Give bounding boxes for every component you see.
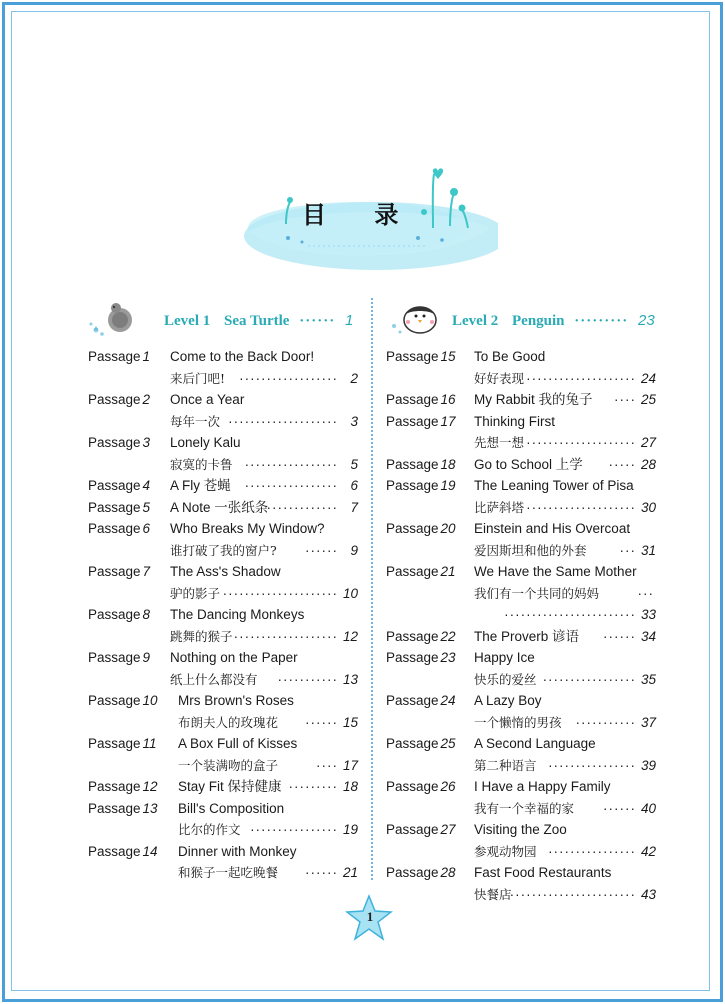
passage-number <box>386 518 456 540</box>
passage-label: Passage <box>88 435 141 450</box>
page-ref: 6 <box>350 478 358 493</box>
entry-line <box>386 497 656 519</box>
passage-label: Passage <box>386 392 439 407</box>
penguin-icon <box>386 296 448 340</box>
passage-num: 16 <box>440 392 456 407</box>
passage-num: 27 <box>440 822 456 837</box>
entry-line <box>386 690 656 712</box>
entry-line <box>386 432 656 454</box>
entry-line <box>386 776 656 798</box>
passage-title-cn: 比尔的作文 <box>178 822 241 837</box>
entry-line <box>386 733 656 755</box>
passage-num: 10 <box>142 693 158 708</box>
passage-number <box>88 798 158 820</box>
entry-line <box>386 841 656 863</box>
passage-label: Passage <box>386 650 439 665</box>
passage-title-cn: 驴的影子 <box>170 585 221 601</box>
entry-line <box>386 346 656 368</box>
passage-number <box>88 841 158 863</box>
leader-dots: ··· <box>637 585 654 601</box>
entry-line <box>88 669 358 691</box>
passage-number <box>88 475 150 497</box>
passage-title-en: Who Breaks My Window? <box>170 521 325 536</box>
toc-entry[interactable] <box>386 561 656 626</box>
passage-num: 5 <box>142 499 151 515</box>
passage-title-cn: 先想一想 <box>474 435 525 450</box>
passage-label: Passage <box>88 800 141 816</box>
entry-line <box>386 819 656 841</box>
leader-dots: ··················· <box>233 628 338 644</box>
level-2-title[interactable] <box>452 312 655 330</box>
passage-title-en: Thinking First <box>474 413 556 429</box>
toc-entry[interactable] <box>88 604 358 647</box>
passage-label: Passage <box>386 521 439 536</box>
passage-title-en: Fast Food Restaurants <box>474 865 612 880</box>
passage-num: 19 <box>440 478 456 493</box>
toc-entry[interactable] <box>88 497 358 519</box>
page-ref: 24 <box>640 370 656 386</box>
toc-entry[interactable] <box>386 346 656 389</box>
passage-label: Passage <box>88 736 141 751</box>
passage-num: 3 <box>142 435 151 450</box>
toc-entry[interactable] <box>88 841 358 884</box>
level-name: Penguin <box>512 313 565 329</box>
passage-title-en: The Dancing Monkeys <box>170 607 305 622</box>
passage-number <box>386 561 456 583</box>
page-ref: 31 <box>640 542 656 558</box>
passage-title-en: A Box Full of Kisses <box>178 736 298 751</box>
toc-entry[interactable] <box>88 432 358 475</box>
page-title: 目 录 <box>302 201 419 229</box>
passage-num: 11 <box>142 736 157 751</box>
passage-num: 9 <box>142 650 151 665</box>
passage-num: 13 <box>142 800 158 816</box>
passage-number <box>88 346 150 368</box>
entry-line <box>88 862 358 884</box>
passage-title-en: My Rabbit 我的兔子 <box>474 392 593 407</box>
page-ref: 33 <box>640 607 656 622</box>
leader-dots: ······ <box>603 800 636 816</box>
entry-line <box>386 647 656 669</box>
level-2-column <box>386 296 656 905</box>
passage-title-en: Lonely Kalu <box>170 435 241 450</box>
leader-dots: ········· <box>574 313 629 329</box>
passage-title-en: Go to School 上学 <box>474 456 583 472</box>
passage-title-en: Happy Ice <box>474 650 535 665</box>
level-number: Level 1 <box>164 313 211 329</box>
entry-line <box>88 755 358 777</box>
passage-label: Passage <box>386 456 439 472</box>
passage-title-en: Dinner with Monkey <box>178 843 297 859</box>
toc-entry[interactable] <box>386 411 656 454</box>
leader-dots: ···················· <box>228 413 338 429</box>
passage-label: Passage <box>386 413 439 429</box>
passage-num: 14 <box>142 843 158 859</box>
entry-line <box>88 604 358 626</box>
passage-num: 24 <box>440 693 456 708</box>
page-ref: 13 <box>342 671 358 687</box>
passage-num: 12 <box>142 779 158 794</box>
passage-num: 1 <box>142 349 151 364</box>
leader-dots: ····················· <box>222 585 338 601</box>
passage-label: Passage <box>88 693 141 708</box>
toc-entry[interactable] <box>88 475 358 497</box>
passage-label: Passage <box>88 779 141 794</box>
entry-line <box>88 389 358 411</box>
passage-label: Passage <box>386 564 439 579</box>
leader-dots: ···················· <box>526 435 636 450</box>
passage-label: Passage <box>386 736 439 751</box>
entry-line <box>88 518 358 540</box>
passage-num: 15 <box>440 349 456 364</box>
passage-label: Passage <box>88 843 141 859</box>
passage-number <box>386 733 456 755</box>
page-ref: 10 <box>342 585 358 601</box>
passage-number <box>386 346 456 368</box>
entry-line <box>386 583 656 605</box>
passage-number <box>88 561 150 583</box>
level-header <box>88 296 358 346</box>
toc-entry[interactable] <box>88 733 358 776</box>
leader-dots: ········· <box>288 779 338 794</box>
passage-number <box>386 626 456 648</box>
passage-num: 21 <box>440 564 456 579</box>
entry-line <box>386 669 656 691</box>
entry-line <box>386 475 656 497</box>
passage-num: 20 <box>440 521 456 536</box>
page-ref: 30 <box>640 499 656 515</box>
toc-entry[interactable] <box>88 690 358 733</box>
leader-dots: ··· <box>619 542 636 558</box>
entry-line <box>386 755 656 777</box>
page-ref: 9 <box>350 542 358 558</box>
passage-title-cn: 一个装满吻的盒子 <box>178 757 279 773</box>
page-ref: 19 <box>342 822 358 837</box>
entry-line <box>88 776 358 798</box>
leader-dots: ························ <box>504 607 636 622</box>
page-ref: 40 <box>640 800 656 816</box>
leader-dots: ················· <box>244 478 338 493</box>
passage-number <box>88 389 150 411</box>
leader-dots: ···················· <box>526 370 636 386</box>
toc-entry[interactable] <box>88 798 358 841</box>
passage-title-cn: 谁打破了我的窗户? <box>170 542 277 558</box>
passage-label: Passage <box>386 822 439 837</box>
passage-num: 26 <box>440 779 456 794</box>
leader-dots: ···· <box>316 757 338 773</box>
passage-title-en: A Lazy Boy <box>474 693 542 708</box>
leader-dots: ···· <box>614 392 636 407</box>
level-1-title[interactable] <box>164 312 353 330</box>
passage-title-en: The Ass's Shadow <box>170 564 281 579</box>
passage-number <box>386 475 456 497</box>
entry-line <box>386 389 656 411</box>
page-ref: 21 <box>342 865 358 880</box>
passage-title-cn: 纸上什么都没有 <box>170 671 258 687</box>
leader-dots: ··········· <box>277 671 338 687</box>
passage-label: Passage <box>88 564 141 579</box>
level-header <box>386 296 656 346</box>
entry-line <box>386 561 656 583</box>
entry-line <box>88 411 358 433</box>
passage-title-cn: 我们有一个共同的妈妈 <box>474 585 600 601</box>
passage-label: Passage <box>386 628 439 644</box>
passage-title-en: Einstein and His Overcoat <box>474 521 631 536</box>
passage-label: Passage <box>88 392 141 407</box>
page-ref: 3 <box>350 413 358 429</box>
page-ref: 7 <box>350 499 358 515</box>
leader-dots: ···················· <box>526 499 636 515</box>
passage-title-en: Nothing on the Paper <box>170 650 298 665</box>
entry-line <box>88 454 358 476</box>
passage-num: 22 <box>440 628 456 644</box>
page-ref: 34 <box>640 628 656 644</box>
entry-line <box>386 798 656 820</box>
entry-line <box>386 454 656 476</box>
toc-entry[interactable] <box>386 454 656 476</box>
level-name: Sea Turtle <box>224 313 290 329</box>
passage-title-cn: 每年一次 <box>170 413 221 429</box>
passage-number <box>88 604 150 626</box>
passage-title-cn: 快乐的爱丝 <box>474 671 537 687</box>
toc-entry[interactable] <box>88 389 358 432</box>
passage-title-en: Once a Year <box>170 392 245 407</box>
passage-title-cn: 和猴子一起吃晚餐 <box>178 865 279 880</box>
entry-line <box>88 626 358 648</box>
level-page: 1 <box>344 312 354 329</box>
passage-title-en: A Note 一张纸条 <box>170 499 269 515</box>
leader-dots: ············· <box>266 499 338 515</box>
entry-line <box>88 561 358 583</box>
entry-line <box>386 540 656 562</box>
level-number: Level 2 <box>452 313 499 329</box>
leader-dots: ················· <box>244 456 338 472</box>
toc-entry[interactable] <box>386 819 656 862</box>
page-ref: 15 <box>342 714 358 730</box>
leader-dots: ······················· <box>509 886 636 902</box>
entry-line <box>386 712 656 734</box>
passage-label: Passage <box>88 607 141 622</box>
passage-number <box>88 432 150 454</box>
passage-number <box>88 776 158 798</box>
passage-title-en: Stay Fit 保持健康 <box>178 779 282 794</box>
toc-entry[interactable] <box>386 626 656 648</box>
entry-line <box>88 497 358 519</box>
toc-entry[interactable] <box>386 690 656 733</box>
entry-line <box>88 647 358 669</box>
passage-num: 4 <box>142 478 151 493</box>
passage-num: 7 <box>142 564 151 579</box>
passage-number <box>386 454 456 476</box>
leader-dots: ················ <box>250 822 338 837</box>
passage-title-en: A Second Language <box>474 736 596 751</box>
passage-label: Passage <box>386 779 439 794</box>
passage-number <box>386 819 456 841</box>
passage-label: Passage <box>386 865 439 880</box>
toc-entry[interactable] <box>386 389 656 411</box>
page-ref: 27 <box>640 435 656 450</box>
leader-dots: ·················· <box>239 370 338 386</box>
passage-title-en: To Be Good <box>474 349 546 364</box>
page-ref: 12 <box>342 628 358 644</box>
leader-dots: ······ <box>603 628 636 644</box>
passage-num: 28 <box>440 865 456 880</box>
passage-label: Passage <box>88 650 141 665</box>
page-ref: 28 <box>640 456 656 472</box>
passage-num: 2 <box>142 392 151 407</box>
entry-line <box>88 841 358 863</box>
entry-line <box>386 862 656 884</box>
passage-label: Passage <box>88 499 141 515</box>
page-ref: 42 <box>640 843 656 859</box>
entry-line <box>88 540 358 562</box>
leader-dots: ······ <box>305 714 338 730</box>
toc-entry[interactable] <box>386 776 656 819</box>
passage-title-en: A Fly 苍蝇 <box>170 478 231 493</box>
passage-label: Passage <box>386 478 439 493</box>
leader-dots: ················ <box>548 843 636 859</box>
passage-title-cn: 布朗夫人的玫瑰花 <box>178 714 279 730</box>
passage-number <box>386 389 456 411</box>
passage-title-cn: 来后门吧! <box>170 370 226 386</box>
passage-label: Passage <box>386 349 439 364</box>
leader-dots: ····· <box>608 456 636 472</box>
toc-entry[interactable] <box>386 518 656 561</box>
passage-title-en: We Have the Same Mother <box>474 564 637 579</box>
passage-number <box>386 776 456 798</box>
passage-title-cn: 快餐店 <box>474 886 512 902</box>
leader-dots: ··········· <box>575 714 636 730</box>
passage-title-cn: 我有一个幸福的家 <box>474 800 575 816</box>
level-1-column <box>88 296 358 884</box>
toc-entry[interactable] <box>88 647 358 690</box>
entry-line <box>88 346 358 368</box>
passage-title-en: I Have a Happy Family <box>474 779 611 794</box>
passage-num: 6 <box>142 521 151 536</box>
page-ref: 37 <box>640 714 656 730</box>
page-ref: 5 <box>350 456 358 472</box>
passage-label: Passage <box>88 478 141 493</box>
entry-line <box>88 432 358 454</box>
toc-entry[interactable] <box>386 647 656 690</box>
toc-entry[interactable] <box>88 518 358 561</box>
passage-num: 25 <box>440 736 456 751</box>
leader-dots: ······ <box>305 865 338 880</box>
passage-num: 23 <box>440 650 456 665</box>
page-ref: 35 <box>640 671 656 687</box>
passage-title-cn: 参观动物园 <box>474 843 537 859</box>
passage-label: Passage <box>88 349 141 364</box>
entry-line <box>88 712 358 734</box>
passage-number <box>386 690 456 712</box>
passage-title-en: Visiting the Zoo <box>474 822 567 837</box>
passage-title-en: Mrs Brown's Roses <box>178 693 294 708</box>
passage-title-en: The Proverb 谚语 <box>474 628 580 644</box>
passage-label: Passage <box>88 521 141 536</box>
passage-title-cn: 好好表现 <box>474 370 525 386</box>
toc-entry[interactable] <box>88 776 358 798</box>
page-number: 1 <box>366 909 374 924</box>
entry-line <box>88 690 358 712</box>
toc-entry[interactable] <box>386 862 656 905</box>
passage-number <box>386 862 456 884</box>
entry-line <box>386 884 656 906</box>
page-ref: 39 <box>640 757 656 773</box>
page-ref: 17 <box>342 757 358 773</box>
column-divider <box>371 298 373 880</box>
passage-number <box>88 733 157 755</box>
leader-dots: ················· <box>542 671 636 687</box>
passage-title-cn: 第二种语言 <box>474 757 537 773</box>
entry-line <box>88 583 358 605</box>
leader-dots: ······ <box>305 542 338 558</box>
passage-list <box>88 346 358 884</box>
passage-num: 18 <box>440 456 456 472</box>
entry-line <box>88 819 358 841</box>
page-ref: 18 <box>342 779 358 794</box>
passage-title-cn: 寂寞的卡鲁 <box>170 456 233 472</box>
entry-line <box>386 368 656 390</box>
passage-number <box>88 497 150 519</box>
page-ref: 2 <box>350 370 358 386</box>
entry-line <box>386 518 656 540</box>
passage-title-cn: 爱因斯坦和他的外套 <box>474 542 587 558</box>
passage-label: Passage <box>386 693 439 708</box>
leader-dots: ················ <box>548 757 636 773</box>
entry-line <box>88 733 358 755</box>
toc-entry[interactable] <box>88 561 358 604</box>
passage-title-cn: 比萨斜塔 <box>474 499 525 515</box>
entry-line <box>88 475 358 497</box>
leader-dots: ······ <box>299 313 336 329</box>
page-ref: 25 <box>640 392 656 407</box>
entry-line <box>88 798 358 820</box>
page-ref: 43 <box>640 886 656 902</box>
passage-number <box>88 690 158 712</box>
passage-title-en: Come to the Back Door! <box>170 349 315 364</box>
passage-title-en: The Leaning Tower of Pisa <box>474 478 634 493</box>
passage-number <box>88 518 150 540</box>
passage-title-en: Bill's Composition <box>178 800 285 816</box>
entry-line <box>386 411 656 433</box>
level-page: 23 <box>638 312 655 329</box>
passage-number <box>386 647 456 669</box>
toc-entry[interactable] <box>88 346 358 389</box>
passage-num: 8 <box>142 607 151 622</box>
passage-title-cn: 一个懒惰的男孩 <box>474 714 562 730</box>
passage-num: 17 <box>440 413 456 429</box>
passage-number <box>88 647 150 669</box>
entry-line <box>386 604 656 626</box>
passage-title-cn: 跳舞的猴子 <box>170 628 233 644</box>
entry-line <box>386 626 656 648</box>
passage-number <box>386 411 456 433</box>
entry-line <box>88 368 358 390</box>
sea-turtle-icon <box>88 296 150 340</box>
toc-entry[interactable] <box>386 733 656 776</box>
passage-list <box>386 346 656 905</box>
toc-entry[interactable] <box>386 475 656 518</box>
